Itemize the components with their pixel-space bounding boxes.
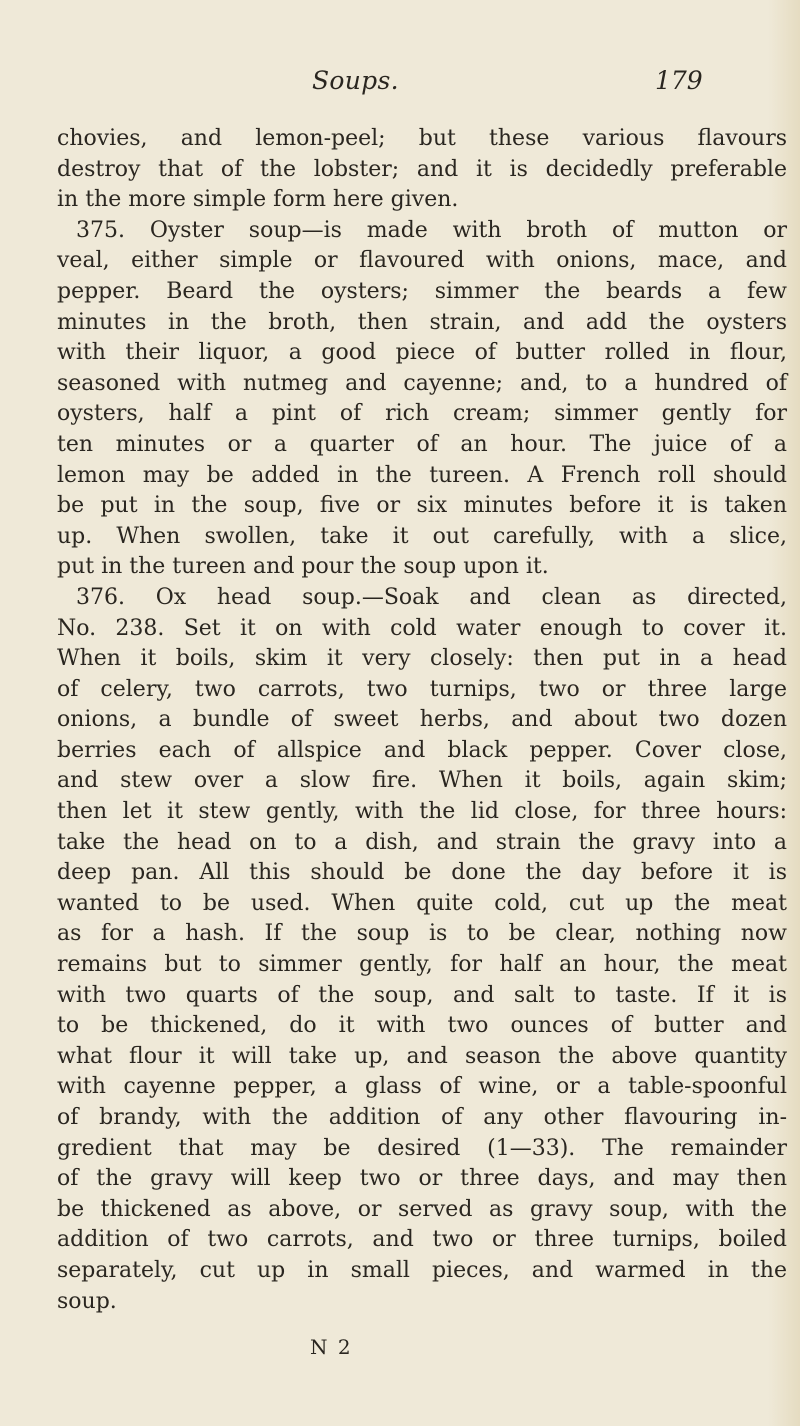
text-line: up. When swollen, take it out carefully, with a slice, <box>57 523 787 549</box>
text-line: chovies, and lemon-peel; but these various flavours <box>57 126 787 151</box>
text-line: oysters, half a pint of rich cream; simmer gently for <box>57 401 787 427</box>
text-line: of celery, two carrots, two turnips, two or three large <box>57 676 787 702</box>
text-line: of the gravy will keep two or three days, and may then <box>57 1166 787 1192</box>
running-title: Soups. <box>312 66 399 95</box>
text-line: onions, a bundle of sweet herbs, and about two dozen <box>57 707 787 733</box>
text-line: When it boils, skim it very closely: then put in a head <box>57 646 787 672</box>
text-line: gredient that may be desired (1—33). The remainder <box>57 1135 787 1161</box>
text-line: 375. Oyster soup—is made with broth of mutton or <box>76 217 787 243</box>
text-line: minutes in the broth, then strain, and add the oysters <box>57 309 787 335</box>
text-line: with two quarts of the soup, and salt to taste. If it is <box>57 982 787 1008</box>
text-line: as for a hash. If the soup is to be clear, nothing now <box>57 921 787 947</box>
text-line: remains but to simmer gently, for half an hour, the meat <box>57 952 787 978</box>
text-line: No. 238. Set it on with cold water enough to cover it. <box>57 615 787 641</box>
text-line: with their liquor, a good piece of butter rolled in flour, <box>57 340 787 366</box>
body-text <box>57 124 787 1317</box>
text-line: take the head on to a dish, and strain the gravy into a <box>57 829 787 855</box>
text-line: addition of two carrots, and two or three turnips, boiled <box>57 1227 787 1253</box>
text-line: to be thickened, do it with two ounces of butter and <box>57 1013 787 1039</box>
text-line: lemon may be added in the tureen. A French roll should <box>57 462 787 488</box>
text-line: then let it stew gently, with the lid close, for three hours: <box>57 799 787 825</box>
text-line: what flour it will take up, and season the above quantity <box>57 1043 787 1069</box>
text-line: be thickened as above, or served as gravy soup, with the <box>57 1196 787 1222</box>
text-line: with cayenne pepper, a glass of wine, or a table-spoonful <box>57 1074 787 1100</box>
text-line: separately, cut up in small pieces, and warmed in the <box>57 1257 787 1283</box>
text-line: put in the tureen and pour the soup upon it. <box>57 554 549 580</box>
text-line: wanted to be used. When quite cold, cut up the meat <box>57 890 787 916</box>
running-head <box>0 66 800 102</box>
text-line: and stew over a slow fire. When it boils, again skim; <box>57 768 787 794</box>
text-line: veal, either simple or flavoured with onions, mace, and <box>57 248 787 274</box>
text-line: in the more simple form here given. <box>57 187 459 213</box>
text-line: pepper. Beard the oysters; simmer the beards a few <box>57 278 787 304</box>
text-line: berries each of allspice and black pepper. Cover close, <box>57 737 787 763</box>
text-line: soup. <box>57 1288 117 1314</box>
text-line: be put in the soup, five or six minutes before it is taken <box>57 493 787 519</box>
text-line: of brandy, with the addition of any other flavouring in- <box>57 1105 787 1130</box>
text-line: 376. Ox head soup.—Soak and clean as directed, <box>76 584 787 610</box>
text-line: deep pan. All this should be done the day before it is <box>57 860 787 886</box>
text-line: ten minutes or a quarter of an hour. The juice of a <box>57 431 787 457</box>
text-line: destroy that of the lobster; and it is decidedly preferable <box>57 156 787 182</box>
signature-mark: N 2 <box>310 1335 353 1359</box>
page-number: 179 <box>655 66 703 95</box>
text-line: seasoned with nutmeg and cayenne; and, to a hundred of <box>57 370 787 396</box>
